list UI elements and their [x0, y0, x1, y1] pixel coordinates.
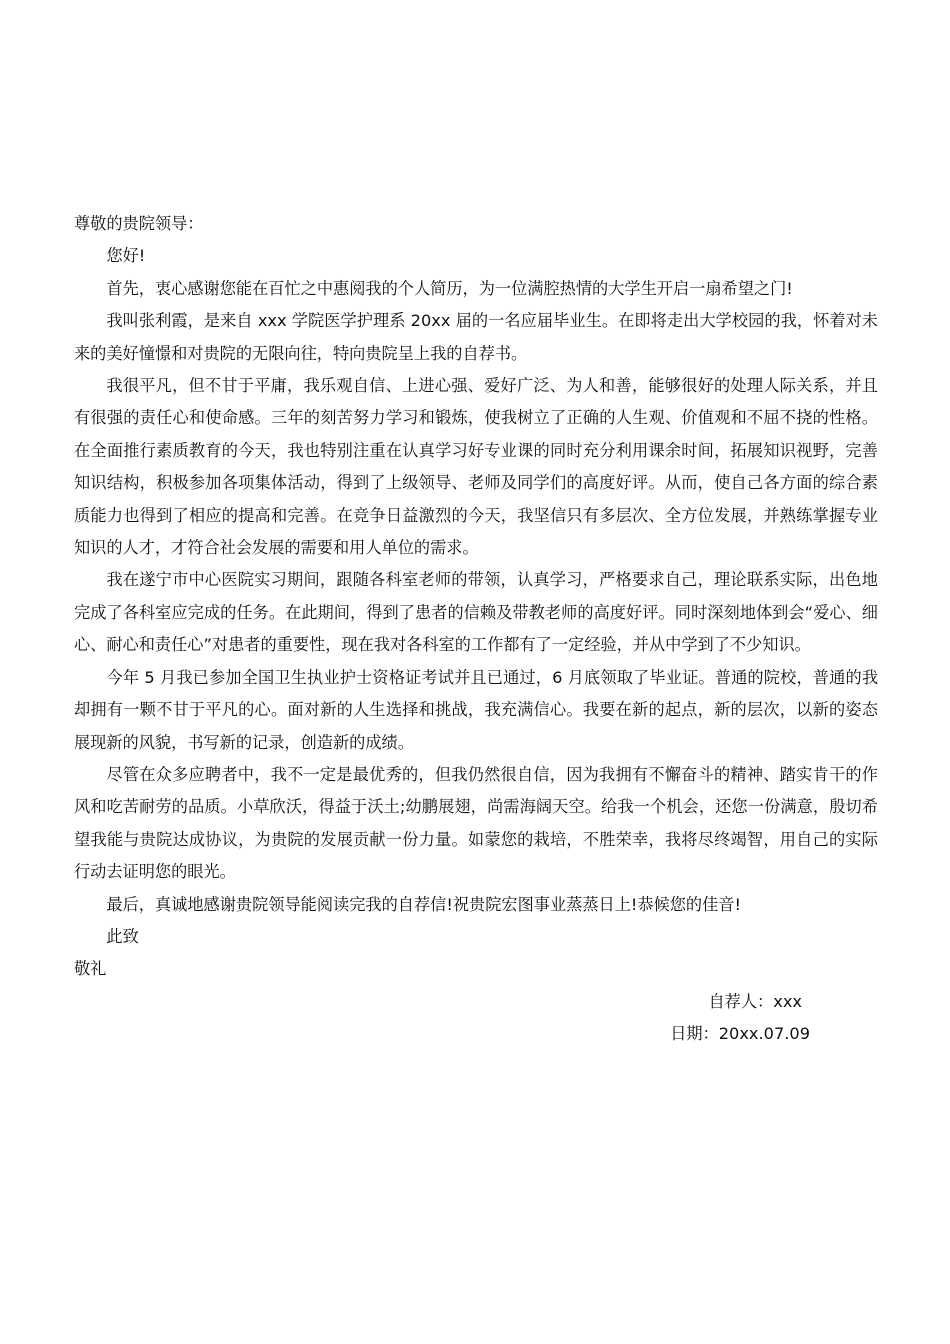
closing-jingli: 敬礼 [74, 959, 107, 979]
greeting: 您好! [106, 246, 146, 266]
date-line: 日期：20xx.07.09 [670, 1024, 810, 1044]
cover-letter [74, 208, 878, 1051]
closing-cizhi: 此致 [106, 926, 139, 946]
paragraph-internship: 我在遂宁市中心医院实习期间，跟随各科室老师的带领，认真学习，严格要求自己，理论联系实际，出色地完成了各科室应完成的任务。在此期间，得到了患者的信赖及带教老师的高度好评。同时深刻地体到会“爱心、细心、耐心和责任心”对患者的重要性，现在我对各科室的工作都有了一定经验，并从中学到了不少知识。 [74, 570, 878, 655]
salutation: 尊敬的贵院领导： [74, 214, 204, 233]
paragraph-final-thanks: 最后，真诚地感谢贵院领导能阅读完我的自荐信!祝贵院宏图事业蒸蒸日上!恭候您的佳音! [106, 894, 741, 914]
signer-line: 自荐人：xxx [708, 991, 802, 1011]
paragraph-introduction: 我叫张利霞，是来自 xxx 学院医学护理系 20xx 届的一名应届毕业生。在即将走出大学校园的我，怀着对未来的美好憧憬和对贵院的无限向往，特向贵院呈上我的自荐书。 [74, 311, 878, 363]
paragraph-thanks: 首先，衷心感谢您能在百忙之中惠阅我的个人简历，为一位满腔热情的大学生开启一扇希望之门! [106, 278, 793, 298]
paragraph-request: 尽管在众多应聘者中，我不一定是最优秀的，但我仍然很自信，因为我拥有不懈奋斗的精神、踏实肯干的作风和吃苦耐劳的品质。小草欣沃，得益于沃土;幼鹏展翅，尚需海阔天空。给我一个机会，还您一份满意，殷切希望我能与贵院达成协议，为贵院的发展贡献一份力量。如蒙您的栽培，不胜荣幸，我将尽终竭智，用自己的实际行动去证明您的眼光。 [74, 764, 878, 882]
paragraph-qualifications: 今年 5 月我已参加全国卫生执业护士资格证考试并且已通过，6 月底领取了毕业证。普通的院校，普通的我却拥有一颗不甘于平凡的心。面对新的人生选择和挑战，我充满信心。我要在新的起点，新的层次，以新的姿态展现新的风貌，书写新的记录，创造新的成绩。 [74, 667, 878, 752]
paragraph-personality: 我很平凡，但不甘于平庸，我乐观自信、上进心强、爱好广泛、为人和善，能够很好的处理人际关系，并且有很强的责任心和使命感。三年的刻苦努力学习和锻炼，使我树立了正确的人生观、价值观和不屈不挠的性格。在全面推行素质教育的今天，我也特别注重在认真学习好专业课的同时充分利用课余时间，拓展知识视野，完善知识结构，积极参加各项集体活动，得到了上级领导、老师及同学们的高度好评。从而，使自己各方面的综合素质能力也得到了相应的提高和完善。在竞争日益激烈的今天，我坚信只有多层次、全方位发展，并熟练掌握专业知识的人才，才符合社会发展的需要和用人单位的需求。 [74, 376, 878, 558]
